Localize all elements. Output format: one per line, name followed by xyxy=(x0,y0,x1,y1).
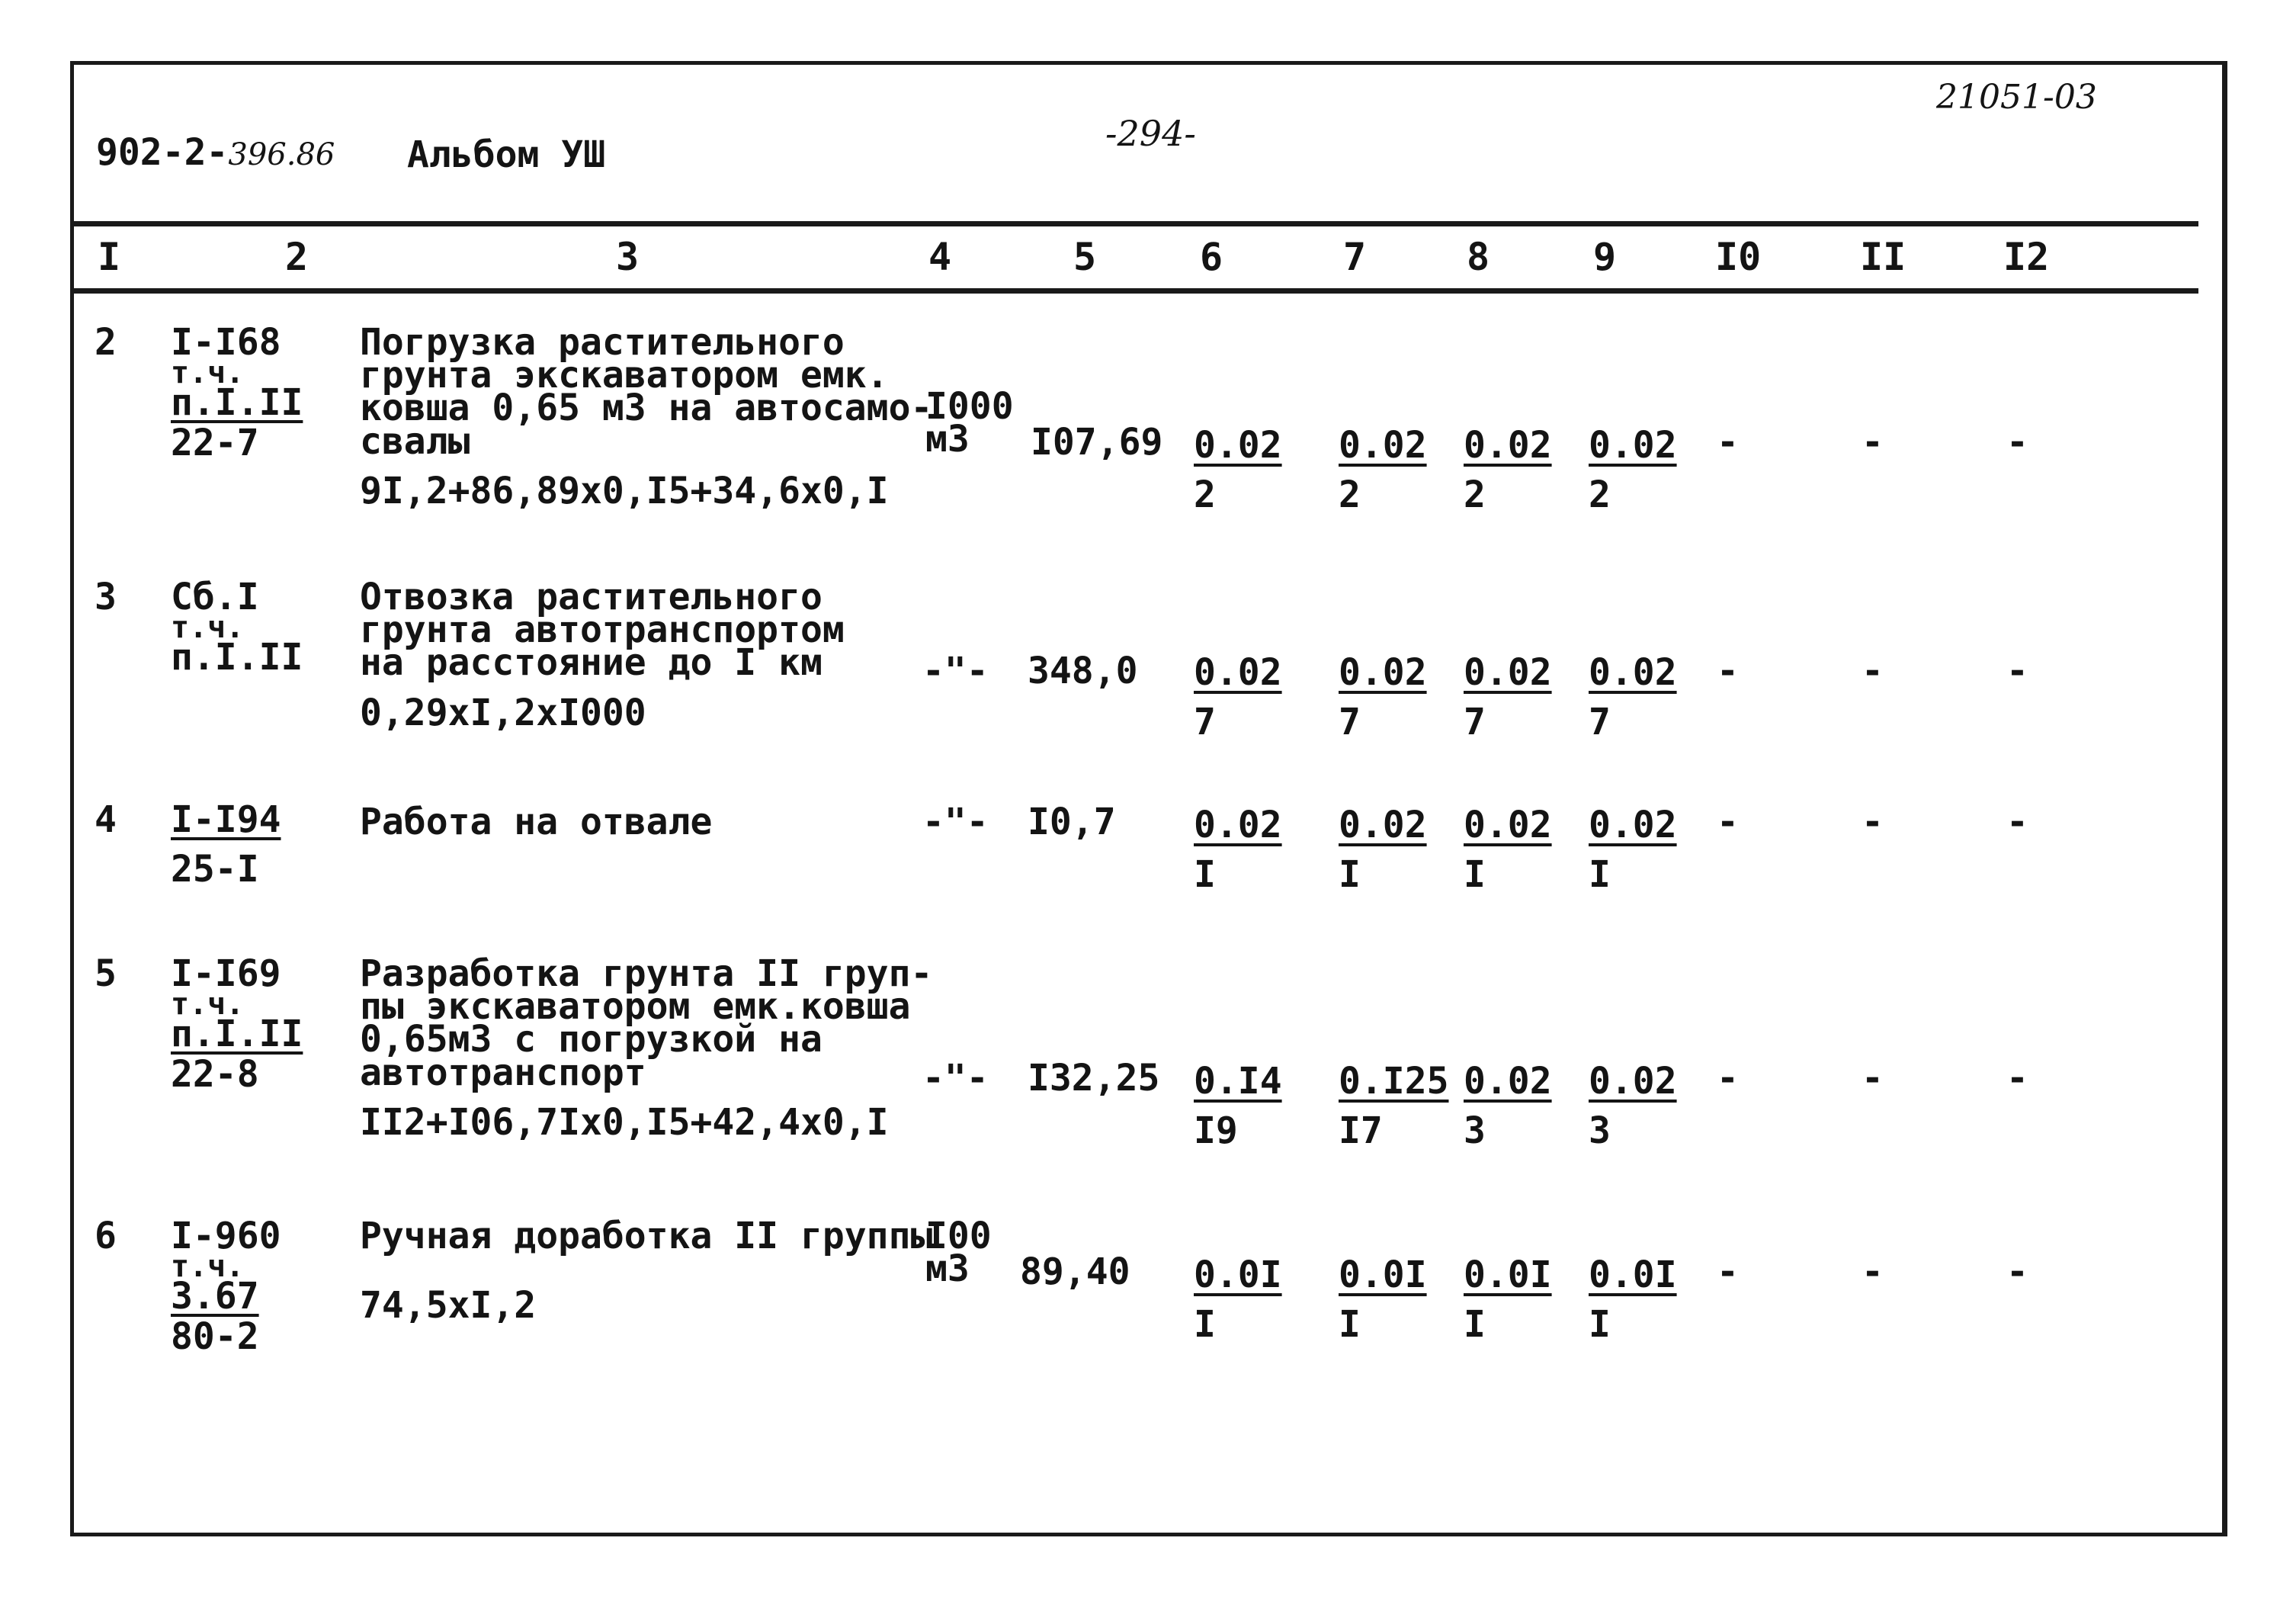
fraction-denominator: 3 xyxy=(1589,1109,1611,1152)
empty-col-12: - xyxy=(2006,650,2028,692)
empty-col-10: - xyxy=(1717,421,1739,464)
fraction-col-6 xyxy=(1194,1250,1282,1350)
empty-col-12: - xyxy=(2006,1057,2028,1100)
fraction-denominator: I xyxy=(1339,1302,1361,1346)
column-header-7: 7 xyxy=(1343,235,1367,279)
norm-code-line: т.ч. xyxy=(171,610,245,646)
norm-code-line: I-I68 xyxy=(171,321,281,364)
fraction-col-8 xyxy=(1464,421,1552,520)
norm-code-line: т.ч. xyxy=(171,355,245,391)
empty-col-11: - xyxy=(1861,1057,1884,1100)
fraction-col-9 xyxy=(1589,648,1677,747)
fraction-numerator: 0.02 xyxy=(1194,424,1282,467)
norm-code-line: п.I.II xyxy=(171,636,303,679)
fraction-col-7 xyxy=(1339,648,1427,747)
description-line: грунта экскаватором емк. xyxy=(360,354,889,397)
quantity-formula: 74,5xI,2 xyxy=(360,1284,537,1328)
column-header-2: 2 xyxy=(285,235,309,279)
unit-of-measure: -"- xyxy=(922,1057,989,1100)
fraction-denominator: I xyxy=(1464,852,1486,896)
fraction-denominator: 7 xyxy=(1194,700,1216,743)
row-number: 2 xyxy=(95,321,117,364)
unit-line: I00 xyxy=(925,1215,992,1257)
quantity-formula: 9I,2+86,89x0,I5+34,6x0,I xyxy=(360,469,889,512)
description-line: свалы xyxy=(360,419,470,463)
norm-code-line: т.ч. xyxy=(171,987,245,1023)
fraction-numerator: 0.02 xyxy=(1589,1060,1677,1103)
fraction-denominator: I xyxy=(1464,1302,1486,1346)
fraction-col-9 xyxy=(1589,1250,1677,1350)
header-rule-top xyxy=(73,221,2198,226)
fraction-denominator: I xyxy=(1194,1302,1216,1346)
fraction-numerator: 0.0I xyxy=(1464,1254,1552,1296)
column-header-8: 8 xyxy=(1467,235,1490,279)
fraction-numerator: 0.02 xyxy=(1589,424,1677,467)
quantity: I07,69 xyxy=(1031,421,1163,464)
fraction-numerator: 0.02 xyxy=(1464,424,1552,467)
fraction-col-7 xyxy=(1339,421,1427,520)
description-line: Погрузка растительного xyxy=(360,321,845,364)
column-header-3: 3 xyxy=(616,235,640,279)
norm-code-line: 25-I xyxy=(171,848,259,891)
description-line: Ручная доработка II группы xyxy=(360,1215,933,1257)
empty-col-11: - xyxy=(1861,801,1884,843)
fraction-denominator: 3 xyxy=(1464,1109,1486,1152)
norm-code xyxy=(171,952,303,1096)
empty-col-10: - xyxy=(1717,1057,1739,1100)
fraction-denominator: I xyxy=(1589,1302,1611,1346)
work-description xyxy=(360,576,845,734)
work-description xyxy=(360,952,933,1144)
fraction-col-6 xyxy=(1194,801,1282,900)
quantity: 348,0 xyxy=(1028,650,1138,692)
description-line: автотранспорт xyxy=(360,1051,646,1094)
column-header-12: I2 xyxy=(2003,235,2050,279)
fraction-denominator: 2 xyxy=(1194,473,1216,516)
document-code xyxy=(96,131,335,174)
quantity: I0,7 xyxy=(1028,801,1116,843)
norm-code-line: п.I.II xyxy=(171,1013,303,1056)
fraction-numerator: 0.0I xyxy=(1194,1254,1282,1296)
empty-col-10: - xyxy=(1717,801,1739,843)
norm-code xyxy=(171,576,303,679)
norm-code xyxy=(171,1215,281,1359)
norm-code-line: 22-8 xyxy=(171,1053,259,1096)
norm-code xyxy=(171,798,281,891)
empty-col-11: - xyxy=(1861,650,1884,692)
fraction-numerator: 0.02 xyxy=(1339,651,1427,694)
fraction-denominator: I xyxy=(1194,852,1216,896)
fraction-col-7 xyxy=(1339,1057,1449,1156)
fraction-denominator: 7 xyxy=(1339,700,1361,743)
unit-of-measure xyxy=(925,1215,992,1291)
column-header-5: 5 xyxy=(1073,235,1097,279)
document-code-handwritten: 396.86 xyxy=(228,137,335,172)
fraction-denominator: 2 xyxy=(1464,473,1486,516)
fraction-numerator: 0.02 xyxy=(1194,651,1282,694)
unit-line: м3 xyxy=(925,418,970,461)
album-label: Альбом УШ xyxy=(407,133,606,176)
work-description: Работа на отвале xyxy=(360,801,713,843)
norm-code-line: I-I69 xyxy=(171,952,281,995)
page-number: -294- xyxy=(1105,113,1196,154)
norm-code-line: п.I.II xyxy=(171,381,303,425)
fraction-numerator: 0.I25 xyxy=(1339,1060,1449,1103)
work-description xyxy=(360,1215,933,1328)
fraction-denominator: I9 xyxy=(1194,1109,1238,1152)
empty-col-12: - xyxy=(2006,801,2028,843)
fraction-col-7 xyxy=(1339,1250,1427,1350)
fraction-denominator: 7 xyxy=(1464,700,1486,743)
fraction-col-7 xyxy=(1339,801,1427,900)
unit-of-measure: -"- xyxy=(922,650,989,692)
fraction-numerator: 0.02 xyxy=(1194,804,1282,846)
fraction-col-6 xyxy=(1194,648,1282,747)
column-header-1: I xyxy=(98,235,121,279)
quantity: 89,40 xyxy=(1020,1250,1130,1293)
description-line: на расстояние до I км xyxy=(360,641,823,685)
unit-line: I000 xyxy=(925,385,1014,428)
quantity-formula: 0,29xI,2xI000 xyxy=(360,691,646,734)
fraction-numerator: 0.02 xyxy=(1464,651,1552,694)
fraction-col-8 xyxy=(1464,648,1552,747)
norm-code-line: т.ч. xyxy=(171,1249,245,1285)
fraction-col-8 xyxy=(1464,1250,1552,1350)
fraction-denominator: 2 xyxy=(1589,473,1611,516)
norm-code-line: I-I94 xyxy=(171,798,281,841)
column-header-4: 4 xyxy=(928,235,952,279)
fraction-col-9 xyxy=(1589,801,1677,900)
fraction-col-8 xyxy=(1464,1057,1552,1156)
fraction-col-8 xyxy=(1464,801,1552,900)
fraction-numerator: 0.02 xyxy=(1339,804,1427,846)
fraction-col-6 xyxy=(1194,421,1282,520)
empty-col-12: - xyxy=(2006,1250,2028,1293)
fraction-numerator: 0.02 xyxy=(1464,1060,1552,1103)
fraction-denominator: I7 xyxy=(1339,1109,1383,1152)
fraction-numerator: 0.02 xyxy=(1589,804,1677,846)
header-rule-bottom xyxy=(73,288,2198,294)
empty-col-11: - xyxy=(1861,421,1884,464)
norm-code-line: Сб.I xyxy=(171,576,259,618)
column-header-11: II xyxy=(1860,235,1906,279)
description-line: ковша 0,65 м3 на автосамо- xyxy=(360,387,933,430)
description-line: Разработка грунта II груп- xyxy=(360,952,933,995)
fraction-numerator: 0.02 xyxy=(1464,804,1552,846)
fraction-numerator: 0.0I xyxy=(1589,1254,1677,1296)
quantity-formula: II2+I06,7Ix0,I5+42,4x0,I xyxy=(360,1100,889,1144)
norm-code xyxy=(171,321,303,465)
fraction-denominator: I xyxy=(1339,852,1361,896)
row-number: 5 xyxy=(95,952,117,995)
norm-code-line: 22-7 xyxy=(171,422,259,465)
norm-code-line: I-960 xyxy=(171,1215,281,1257)
fraction-col-9 xyxy=(1589,1057,1677,1156)
fraction-numerator: 0.I4 xyxy=(1194,1060,1282,1103)
empty-col-10: - xyxy=(1717,1250,1739,1293)
work-description xyxy=(360,321,933,512)
column-header-6: 6 xyxy=(1200,235,1223,279)
norm-code-line: 80-2 xyxy=(171,1315,259,1359)
description-line: Отвозка растительного xyxy=(360,576,823,618)
description-line: пы экскаватором емк.ковша xyxy=(360,985,911,1029)
fraction-numerator: 0.0I xyxy=(1339,1254,1427,1296)
empty-col-10: - xyxy=(1717,650,1739,692)
description-line: грунта автотранспортом xyxy=(360,608,845,652)
row-number: 6 xyxy=(95,1215,117,1257)
fraction-denominator: I xyxy=(1589,852,1611,896)
unit-line: м3 xyxy=(925,1247,970,1291)
empty-col-11: - xyxy=(1861,1250,1884,1293)
fraction-numerator: 0.02 xyxy=(1339,424,1427,467)
unit-of-measure: -"- xyxy=(922,801,989,843)
fraction-col-9 xyxy=(1589,421,1677,520)
description-line: 0,65м3 с погрузкой на xyxy=(360,1018,823,1061)
row-number: 3 xyxy=(95,576,117,618)
norm-code-line: 3.67 xyxy=(171,1275,259,1318)
fraction-denominator: 2 xyxy=(1339,473,1361,516)
fraction-numerator: 0.02 xyxy=(1589,651,1677,694)
column-header-10: I0 xyxy=(1715,235,1762,279)
document-code-printed: 902-2- xyxy=(96,131,229,174)
column-header-9: 9 xyxy=(1593,235,1617,279)
empty-col-12: - xyxy=(2006,421,2028,464)
quantity: I32,25 xyxy=(1028,1057,1160,1100)
archive-number: 21051-03 xyxy=(1936,78,2097,117)
row-number: 4 xyxy=(95,798,117,841)
fraction-col-6 xyxy=(1194,1057,1282,1156)
fraction-denominator: 7 xyxy=(1589,700,1611,743)
unit-of-measure xyxy=(925,385,1014,461)
